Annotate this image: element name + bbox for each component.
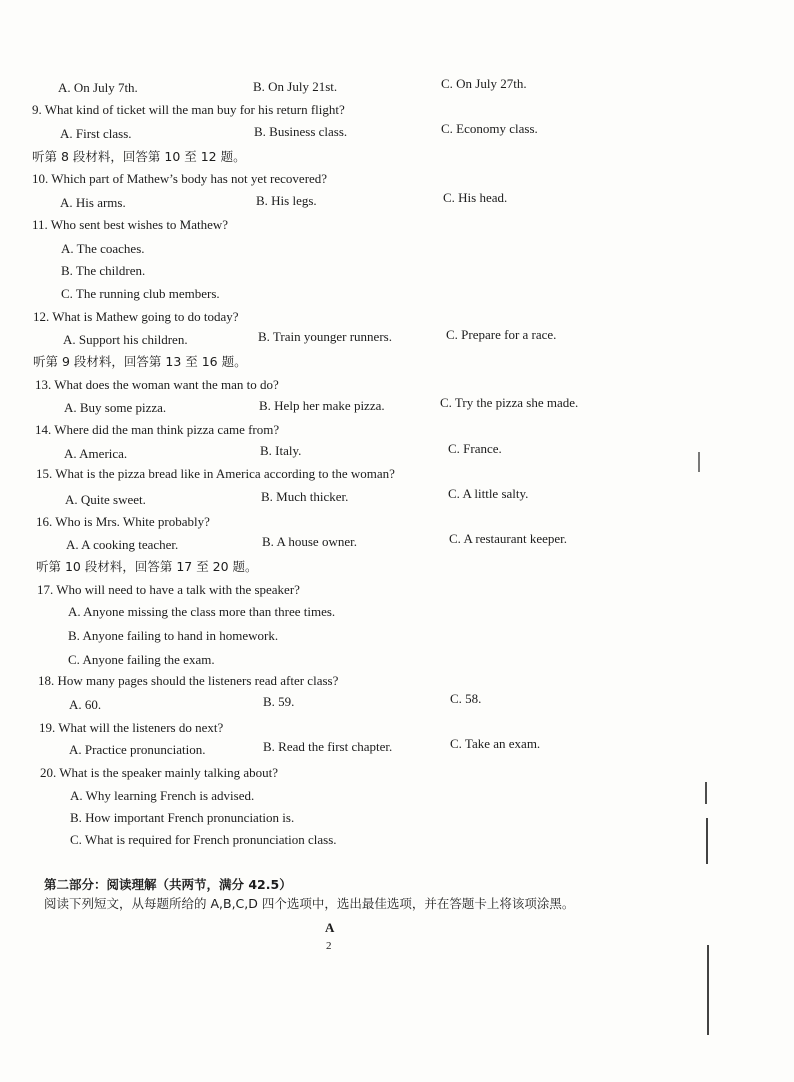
q14-option-a: A. America. — [64, 446, 128, 461]
q15-option-c: C. A little salty. — [448, 486, 529, 501]
scan-mark — [707, 945, 709, 1035]
q17-option-a: A. Anyone missing the class more than three times. — [68, 604, 336, 619]
q11-option-a: A. The coaches. — [61, 241, 145, 256]
q17-question: 17. Who will need to have a talk with the speaker? — [37, 582, 300, 597]
q14-option-b: B. Italy. — [260, 443, 302, 458]
section-8-instruction: 听第 8 段材料，回答第 10 至 12 题。 — [32, 149, 246, 164]
q9-question: 9. What kind of ticket will the man buy for his return flight? — [32, 102, 345, 117]
q8-option-a: A. On July 7th. — [58, 80, 138, 95]
q13-question: 13. What does the woman want the man to do? — [35, 377, 279, 392]
scan-mark — [706, 818, 708, 864]
scan-mark — [698, 452, 700, 472]
q9-option-a: A. First class. — [60, 126, 132, 141]
q20-option-c: C. What is required for French pronunciation class. — [70, 832, 337, 847]
q18-question: 18. How many pages should the listeners read after class? — [38, 673, 339, 688]
q13-option-a: A. Buy some pizza. — [64, 400, 167, 415]
q14-question: 14. Where did the man think pizza came from? — [35, 422, 280, 437]
q20-option-b: B. How important French pronunciation is. — [70, 810, 295, 825]
q18-option-c: C. 58. — [450, 691, 482, 706]
q12-option-a: A. Support his children. — [63, 332, 188, 347]
q13-option-b: B. Help her make pizza. — [259, 398, 385, 413]
q16-question: 16. Who is Mrs. White probably? — [36, 514, 210, 529]
q19-option-b: B. Read the first chapter. — [263, 739, 393, 754]
q10-option-b: B. His legs. — [256, 193, 317, 208]
q15-option-a: A. Quite sweet. — [65, 492, 146, 507]
part-2-heading: 第二部分：阅读理解（共两节，满分 42.5） — [44, 877, 292, 892]
passage-label: A — [325, 920, 335, 935]
q18-option-b: B. 59. — [263, 694, 295, 709]
q12-question: 12. What is Mathew going to do today? — [33, 309, 239, 324]
q15-option-b: B. Much thicker. — [261, 489, 349, 504]
q19-question: 19. What will the listeners do next? — [39, 720, 224, 735]
q10-option-a: A. His arms. — [60, 195, 126, 210]
q19-option-a: A. Practice pronunciation. — [69, 742, 206, 757]
q10-option-c: C. His head. — [443, 190, 508, 205]
q11-option-c: C. The running club members. — [61, 286, 220, 301]
q8-option-b: B. On July 21st. — [253, 79, 338, 94]
page-number: 2 — [326, 940, 332, 952]
q10-question: 10. Which part of Mathew’s body has not yet recovered? — [32, 171, 328, 186]
q15-question: 15. What is the pizza bread like in America according to the woman? — [36, 466, 395, 481]
q17-option-b: B. Anyone failing to hand in homework. — [68, 628, 279, 643]
section-9-instruction: 听第 9 段材料，回答第 13 至 16 题。 — [33, 354, 247, 369]
q17-option-c: C. Anyone failing the exam. — [68, 652, 215, 667]
q14-option-c: C. France. — [448, 441, 502, 456]
q8-option-c: C. On July 27th. — [441, 76, 527, 91]
q9-option-b: B. Business class. — [254, 124, 348, 139]
q20-option-a: A. Why learning French is advised. — [70, 788, 255, 803]
q16-option-c: C. A restaurant keeper. — [449, 531, 568, 546]
q13-option-c: C. Try the pizza she made. — [440, 395, 579, 410]
q11-question: 11. Who sent best wishes to Mathew? — [32, 217, 229, 232]
q16-option-a: A. A cooking teacher. — [66, 537, 179, 552]
q12-option-b: B. Train younger runners. — [258, 329, 392, 344]
q19-option-c: C. Take an exam. — [450, 736, 541, 751]
section-10-instruction: 听第 10 段材料，回答第 17 至 20 题。 — [36, 559, 258, 574]
q11-option-b: B. The children. — [61, 263, 146, 278]
q16-option-b: B. A house owner. — [262, 534, 357, 549]
q18-option-a: A. 60. — [69, 697, 102, 712]
q20-question: 20. What is the speaker mainly talking about? — [40, 765, 279, 780]
part-2-instruction: 阅读下列短文，从每题所给的 A,B,C,D 四个选项中，选出最佳选项，并在答题卡上将该项涂黑。 — [44, 896, 575, 911]
q9-option-c: C. Economy class. — [441, 121, 538, 136]
scan-mark — [705, 782, 707, 804]
q12-option-c: C. Prepare for a race. — [446, 327, 557, 342]
